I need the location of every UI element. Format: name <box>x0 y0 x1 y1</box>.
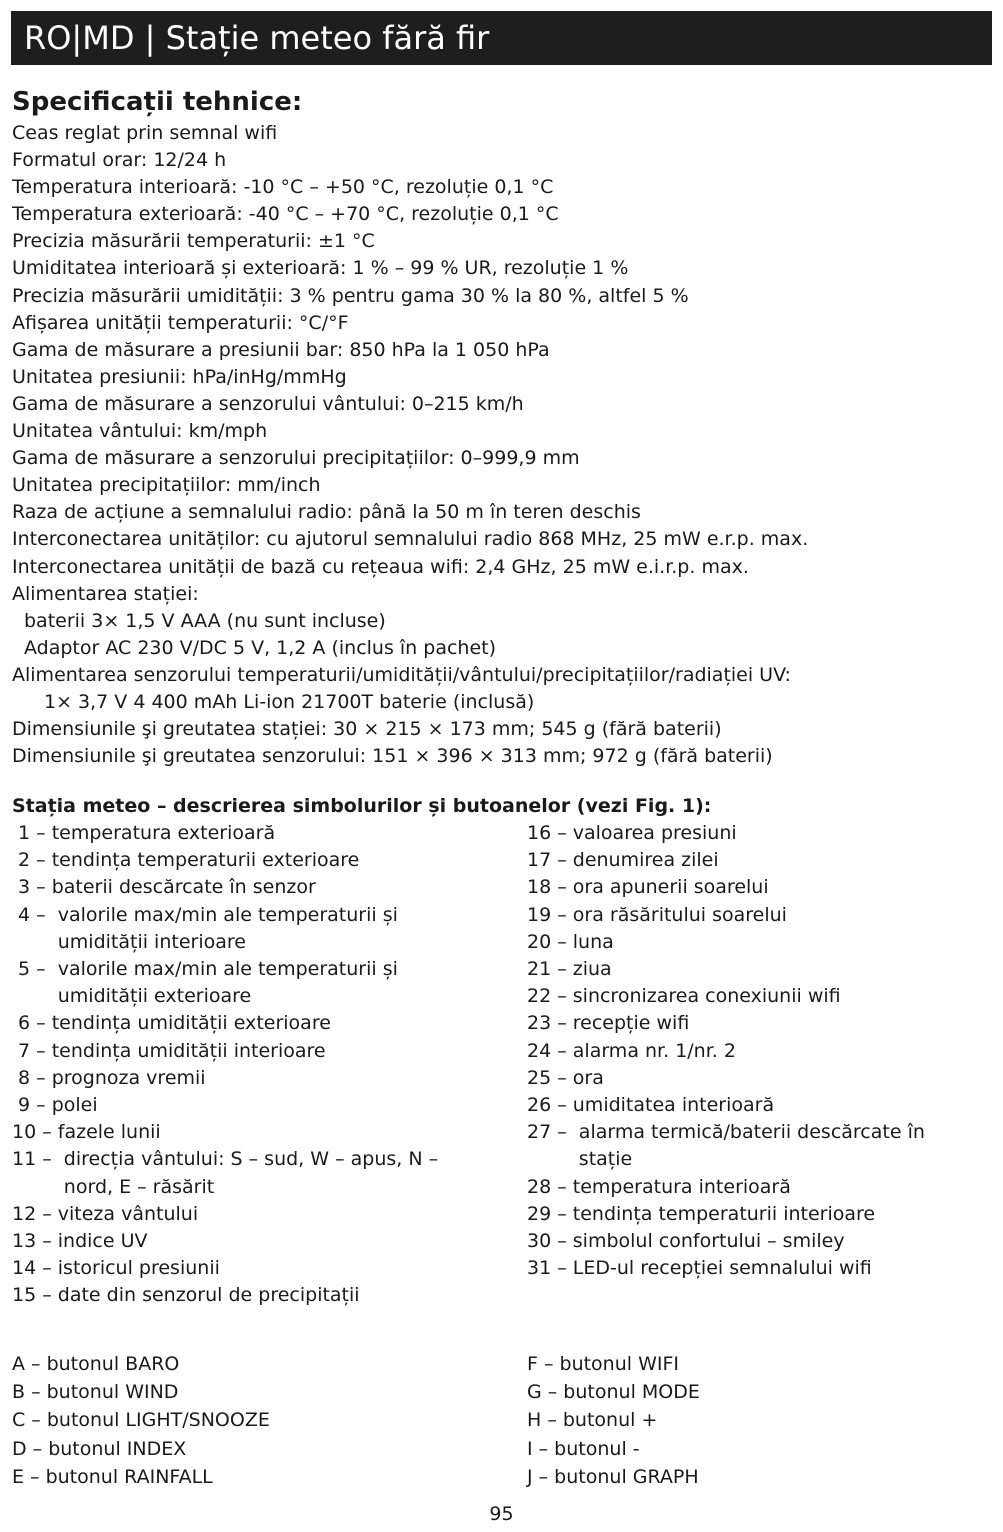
button-legend-item: C – butonul LIGHT/SNOOZE <box>12 1409 270 1432</box>
list-item <box>527 983 997 1010</box>
item-text: baterii descărcate în senzor <box>51 876 316 899</box>
item-number: 11 – <box>12 1148 64 1171</box>
button-legend-item: G – butonul MODE <box>527 1381 700 1404</box>
symbols-list-left <box>12 820 512 1310</box>
item-number: 18 – <box>527 876 573 899</box>
item-number: 27 – <box>527 1121 579 1144</box>
spec-line: Ceas reglat prin semnal wifi <box>12 122 278 144</box>
button-legend-item: D – butonul INDEX <box>12 1437 187 1460</box>
list-item <box>12 847 512 874</box>
item-text: temperatura exterioară <box>51 822 276 844</box>
item-text: alarma nr. 1/nr. 2 <box>572 1039 736 1062</box>
list-item <box>527 1065 997 1092</box>
spec-line: baterii 3× 1,5 V AAA (nu sunt incluse) <box>24 609 386 632</box>
item-text: direcția vântului: S – sud, W – apus, N – <box>63 1148 439 1171</box>
list-item <box>12 820 512 847</box>
item-number: 16 – <box>527 822 573 844</box>
list-item <box>12 1282 512 1309</box>
item-text: valoarea presiuni <box>572 822 737 844</box>
item-number: 14 – <box>12 1257 58 1280</box>
item-text-cont: umidității interioare <box>57 930 246 953</box>
spec-line: Adaptor AC 230 V/DC 5 V, 1,2 A (inclus în pachet) <box>24 636 497 659</box>
item-text: ora apunerii soarelui <box>572 876 769 899</box>
list-item <box>527 1119 997 1173</box>
list-item <box>12 1255 512 1282</box>
page-header <box>11 11 992 65</box>
item-text: denumirea zilei <box>572 849 719 872</box>
list-item <box>12 1146 512 1200</box>
item-number: 12 – <box>12 1202 58 1225</box>
list-item <box>12 1010 512 1037</box>
page-number: 95 <box>489 1503 514 1525</box>
item-number: 20 – <box>527 930 573 953</box>
spec-line: Interconectarea unității de bază cu rețeaua wifi: 2,4 GHz, 25 mW e.i.r.p. max. <box>12 555 749 578</box>
item-number: 10 – <box>12 1121 58 1144</box>
spec-line: Precizia măsurării temperaturii: ±1 °C <box>12 230 375 253</box>
list-item <box>527 1038 997 1065</box>
item-text: prognoza vremii <box>51 1066 206 1089</box>
list-item <box>527 1228 997 1255</box>
spec-line: Formatul orar: 12/24 h <box>12 149 227 172</box>
list-item <box>527 1174 997 1201</box>
item-text-cont: umidității exterioare <box>57 985 252 1008</box>
item-number: 29 – <box>527 1202 573 1225</box>
item-number: 22 – <box>527 985 573 1008</box>
spec-line: Interconectarea unităților: cu ajutorul semnalului radio 868 MHz, 25 mW e.r.p. max. <box>12 528 809 551</box>
item-text: alarma termică/baterii descărcate în <box>578 1121 925 1144</box>
spec-line: Gama de măsurare a presiunii bar: 850 hPa la 1 050 hPa <box>12 338 550 361</box>
item-text: temperatura interioară <box>572 1175 791 1198</box>
list-item <box>527 1092 997 1119</box>
spec-line: Gama de măsurare a senzorului precipitațiilor: 0–999,9 mm <box>12 447 580 470</box>
item-number: 4 – <box>12 903 58 926</box>
list-item <box>12 1092 512 1119</box>
list-item <box>527 874 997 901</box>
item-number: 21 – <box>527 958 573 981</box>
specs-list <box>12 120 992 770</box>
list-item <box>527 1201 997 1228</box>
spec-line: Unitatea precipitațiilor: mm/inch <box>12 474 321 497</box>
specs-title: Specificații tehnice: <box>12 87 303 117</box>
spec-line: Afișarea unității temperaturii: °C/°F <box>12 311 349 334</box>
item-number: 26 – <box>527 1094 573 1117</box>
item-text: ora răsăritului soarelui <box>572 903 787 926</box>
button-legend-item: E – butonul RAINFALL <box>12 1465 213 1488</box>
list-item <box>527 847 997 874</box>
spec-line: Dimensiunile şi greutatea senzorului: 151 × 396 × 313 mm; 972 g (fără baterii) <box>12 745 773 768</box>
item-text-cont: nord, E – răsărit <box>63 1175 215 1198</box>
list-item <box>12 1228 512 1255</box>
list-item <box>527 820 997 847</box>
item-text: istoricul presiunii <box>57 1257 220 1280</box>
item-text: viteza vântului <box>57 1202 199 1225</box>
item-number: 31 – <box>527 1257 573 1280</box>
item-number: 2 – <box>12 849 52 872</box>
spec-line: Dimensiunile şi greutatea stației: 30 × 215 × 173 mm; 545 g (fără baterii) <box>12 718 722 741</box>
item-text: valorile max/min ale temperaturii și <box>57 903 398 926</box>
item-text: fazele lunii <box>57 1121 161 1144</box>
buttons-list-left <box>12 1350 512 1491</box>
spec-line: 1× 3,7 V 4 400 mAh Li-ion 21700T baterie (inclusă) <box>44 690 535 713</box>
item-number: 19 – <box>527 903 573 926</box>
item-number: 24 – <box>527 1039 573 1062</box>
spec-line: Unitatea presiunii: hPa/inHg/mmHg <box>12 365 347 388</box>
list-item <box>527 929 997 956</box>
item-text: luna <box>572 930 614 953</box>
button-legend-item: F – butonul WIFI <box>527 1353 680 1375</box>
list-item <box>527 902 997 929</box>
buttons-list-right <box>527 1350 997 1491</box>
item-text: tendința umidității interioare <box>51 1039 326 1062</box>
item-number: 1 – <box>12 822 52 844</box>
list-item <box>12 902 512 956</box>
button-legend-item: B – butonul WIND <box>12 1381 179 1404</box>
item-number: 3 – <box>12 876 52 899</box>
list-item <box>12 1038 512 1065</box>
item-text: ziua <box>572 958 612 981</box>
item-number: 23 – <box>527 1012 573 1035</box>
item-text: tendința temperaturii interioare <box>572 1202 876 1225</box>
spec-line: Alimentarea stației: <box>12 582 199 605</box>
list-item <box>12 1119 512 1146</box>
list-item <box>12 1201 512 1228</box>
item-number: 25 – <box>527 1066 573 1089</box>
spec-line: Umiditatea interioară și exterioară: 1 % – 99 % UR, rezoluție 1 % <box>12 257 629 280</box>
symbols-title: Stația meteo – descrierea simbolurilor și butoanelor (vezi Fig. 1): <box>12 795 712 817</box>
item-number: 17 – <box>527 849 573 872</box>
item-number: 30 – <box>527 1230 573 1253</box>
item-text: LED-ul recepției semnalului wifi <box>572 1257 872 1280</box>
item-number: 15 – <box>12 1284 58 1307</box>
list-item <box>527 956 997 983</box>
list-item <box>527 1255 997 1282</box>
header-title: RO|MD | Stație meteo fără fir <box>24 19 490 57</box>
button-legend-item: A – butonul BARO <box>12 1353 180 1375</box>
spec-line: Alimentarea senzorului temperaturii/umidității/vântului/precipitațiilor/radiației UV: <box>12 663 791 686</box>
item-number: 7 – <box>12 1039 52 1062</box>
item-text: valorile max/min ale temperaturii și <box>57 958 398 981</box>
list-item <box>12 874 512 901</box>
item-text: simbolul confortului – smiley <box>572 1230 845 1253</box>
list-item <box>12 1065 512 1092</box>
item-text: ora <box>572 1066 604 1089</box>
spec-line: Precizia măsurării umidității: 3 % pentru gama 30 % la 80 %, altfel 5 % <box>12 284 689 307</box>
item-text: recepție wifi <box>572 1012 690 1035</box>
item-text: tendința umidității exterioare <box>51 1012 331 1035</box>
button-legend-item: H – butonul + <box>527 1409 658 1432</box>
item-text: sincronizarea conexiunii wifi <box>572 985 841 1008</box>
item-number: 13 – <box>12 1230 58 1253</box>
button-legend-item: I – butonul - <box>527 1437 640 1460</box>
symbols-list-right <box>527 820 997 1282</box>
item-number: 9 – <box>12 1094 52 1117</box>
spec-line: Temperatura interioară: -10 °C – +50 °C, rezoluție 0,1 °C <box>12 176 554 199</box>
item-text: polei <box>51 1094 98 1117</box>
spec-line: Temperatura exterioară: -40 °C – +70 °C, rezoluție 0,1 °C <box>12 203 559 226</box>
spec-line: Raza de acțiune a semnalului radio: până la 50 m în teren deschis <box>12 501 641 524</box>
item-number: 5 – <box>12 958 58 981</box>
item-text: tendința temperaturii exterioare <box>51 849 360 872</box>
button-legend-item: J – butonul GRAPH <box>527 1465 699 1488</box>
item-number: 28 – <box>527 1175 573 1198</box>
item-text-cont: stație <box>578 1148 633 1171</box>
spec-line: Unitatea vântului: km/mph <box>12 420 268 443</box>
item-text: umiditatea interioară <box>572 1094 775 1117</box>
list-item <box>12 956 512 1010</box>
list-item <box>527 1010 997 1037</box>
item-text: date din senzorul de precipitații <box>57 1284 360 1307</box>
spec-line: Gama de măsurare a senzorului vântului: 0–215 km/h <box>12 392 524 415</box>
item-number: 8 – <box>12 1066 52 1089</box>
item-number: 6 – <box>12 1012 52 1035</box>
item-text: indice UV <box>57 1230 148 1253</box>
